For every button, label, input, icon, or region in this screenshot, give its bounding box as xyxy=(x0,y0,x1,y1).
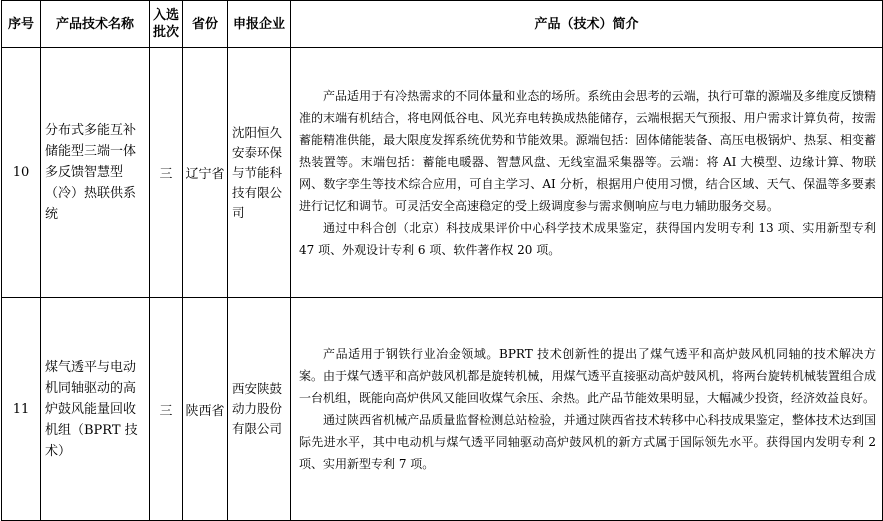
row-seq: 10 xyxy=(2,48,41,298)
table-row xyxy=(2,298,883,521)
table-row xyxy=(2,48,883,298)
row-company: 沈阳恒久安泰环保与节能科技有限公司 xyxy=(228,48,291,298)
header-company: 申报企业 xyxy=(228,1,291,48)
row-province: 辽宁省 xyxy=(183,48,228,298)
header-seq: 序号 xyxy=(2,1,41,48)
row-batch: 三 xyxy=(150,48,183,298)
intro-paragraph: 产品适用于有冷热需求的不同体量和业态的场所。系统由会思考的云端，执行可靠的源端及多维度反馈精准的末端有机结合，将电网低谷电、风光弃电转换成热能储存，云端根据天气预报、用户需求计算负荷，按需蓄能精准供能，最大限度发挥系统优势和节能效果。源端包括：固体储能装备、高压电极锅炉、热泵、相变蓄热装置等。末端包括：蓄能电暖器、智慧风盘、无线室温采集器等。云端：将 AI 大模型、边缘计算、物联网、数字孪生等技术综合应用，可自主学习、AI 分析，根据用户使用习惯，结合区域、天气、保温等多要素进行记忆和调节。可灵活安全高速稳定的受上级调度参与需求侧响应与电力辅助服务交易。 xyxy=(299,88,876,213)
row-province: 陕西省 xyxy=(183,298,228,521)
header-batch: 入选批次 xyxy=(150,1,183,48)
header-intro: 产品（技术）简介 xyxy=(291,1,883,48)
product-table xyxy=(1,0,883,521)
header-province: 省份 xyxy=(183,1,228,48)
row-seq: 11 xyxy=(2,298,41,521)
row-name: 煤气透平与电动机同轴驱动的高炉鼓风能量回收机组（BPRT 技术） xyxy=(41,298,150,521)
intro-paragraph: 通过中科合创（北京）科技成果评价中心科学技术成果鉴定，获得国内发明专利 13 项、实用新型专利 47 项、外观设计专利 6 项、软件著作权 20 项。 xyxy=(299,220,876,257)
row-batch: 三 xyxy=(150,298,183,521)
row-intro xyxy=(291,48,883,298)
row-intro xyxy=(291,298,883,521)
header-row xyxy=(2,1,883,48)
intro-paragraph: 通过陕西省机械产品质量监督检测总站检验，并通过陕西省技术转移中心科技成果鉴定，整体技术达到国际先进水平，其中电动机与煤气透平同轴驱动高炉鼓风机的新方式属于国际领先水平。获得国内发明专利 2 项、实用新型专利 7 项。 xyxy=(299,413,876,471)
row-company: 西安陕鼓动力股份有限公司 xyxy=(228,298,291,521)
header-name: 产品技术名称 xyxy=(41,1,150,48)
intro-paragraph: 产品适用于钢铁行业冶金领域。BPRT 技术创新性的提出了煤气透平和高炉鼓风机同轴的技术解决方案。由于煤气透平和高炉鼓风机都是旋转机械，用煤气透平直接驱动高炉鼓风机，将两台旋转机械装置组合成一台机组，既能向高炉供风又能回收煤气余压、余热。此产品节能效果明显，大幅减少投资，经济效益良好。 xyxy=(299,347,876,405)
row-name: 分布式多能互补储能型三端一体多反馈智慧型（冷）热联供系统 xyxy=(41,48,150,298)
